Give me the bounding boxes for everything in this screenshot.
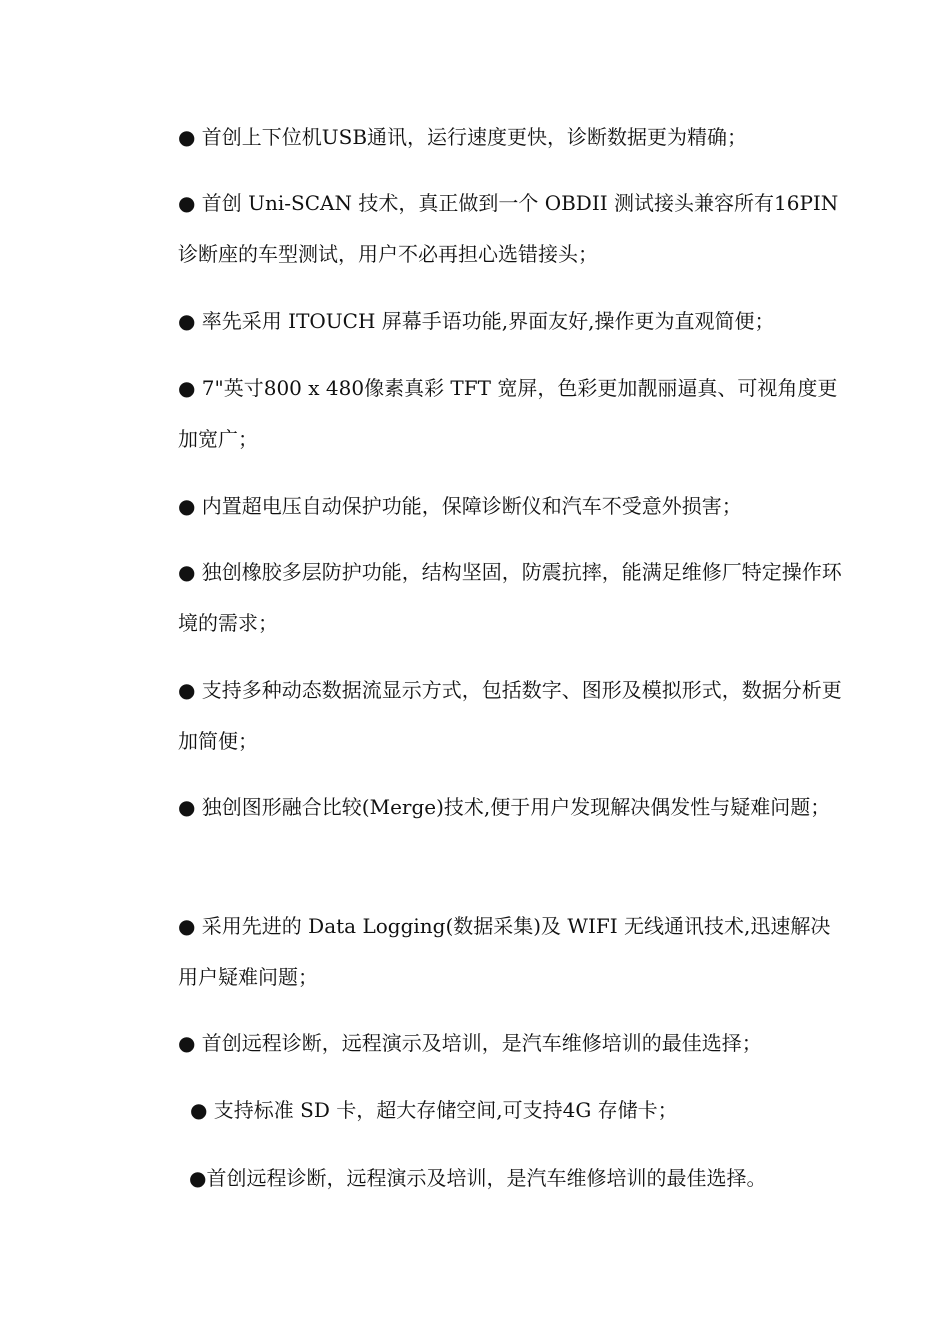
feature-item-usb: ● 首创上下位机USB通讯，运行速度更快，诊断数据更为精确；	[178, 125, 748, 149]
feature-item-voltage-protection: ● 内置超电压自动保护功能，保障诊断仪和汽车不受意外损害；	[178, 494, 742, 518]
feature-item-sd-card: ● 支持标准 SD 卡，超大存储空间,可支持4G 存储卡；	[190, 1098, 678, 1122]
feature-item-uni-scan: ● 首创 Uni-SCAN 技术，真正做到一个 OBDII 测试接头兼容所有16PIN 诊断座的车型测试，用户不必再担心选错接头；	[178, 191, 839, 266]
feature-item-remote-diagnosis: ● 首创远程诊断，远程演示及培训，是汽车维修培训的最佳选择；	[178, 1031, 762, 1055]
feature-item-data-logging: ● 采用先进的 Data Logging(数据采集)及 WIFI 无线通讯技术,迅速解决用户疑难问题；	[178, 914, 831, 989]
feature-item-remote-training: ●首创远程诊断，远程演示及培训，是汽车维修培训的最佳选择。	[189, 1166, 767, 1190]
feature-item-merge: ● 独创图形融合比较(Merge)技术,便于用户发现解决偶发性与疑难问题；	[178, 795, 831, 819]
feature-item-rubber-protection: ● 独创橡胶多层防护功能，结构坚固，防震抗摔，能满足维修厂特定操作环境的需求；	[178, 560, 842, 635]
feature-item-itouch: ● 率先采用 ITOUCH 屏幕手语功能,界面友好,操作更为直观简便；	[178, 309, 775, 333]
feature-item-data-stream: ● 支持多种动态数据流显示方式，包括数字、图形及模拟形式，数据分析更加简便；	[178, 678, 842, 753]
feature-item-display: ● 7"英寸800 x 480像素真彩 TFT 宽屏，色彩更加靓丽逼真、可视角度更加宽广；	[178, 376, 838, 451]
